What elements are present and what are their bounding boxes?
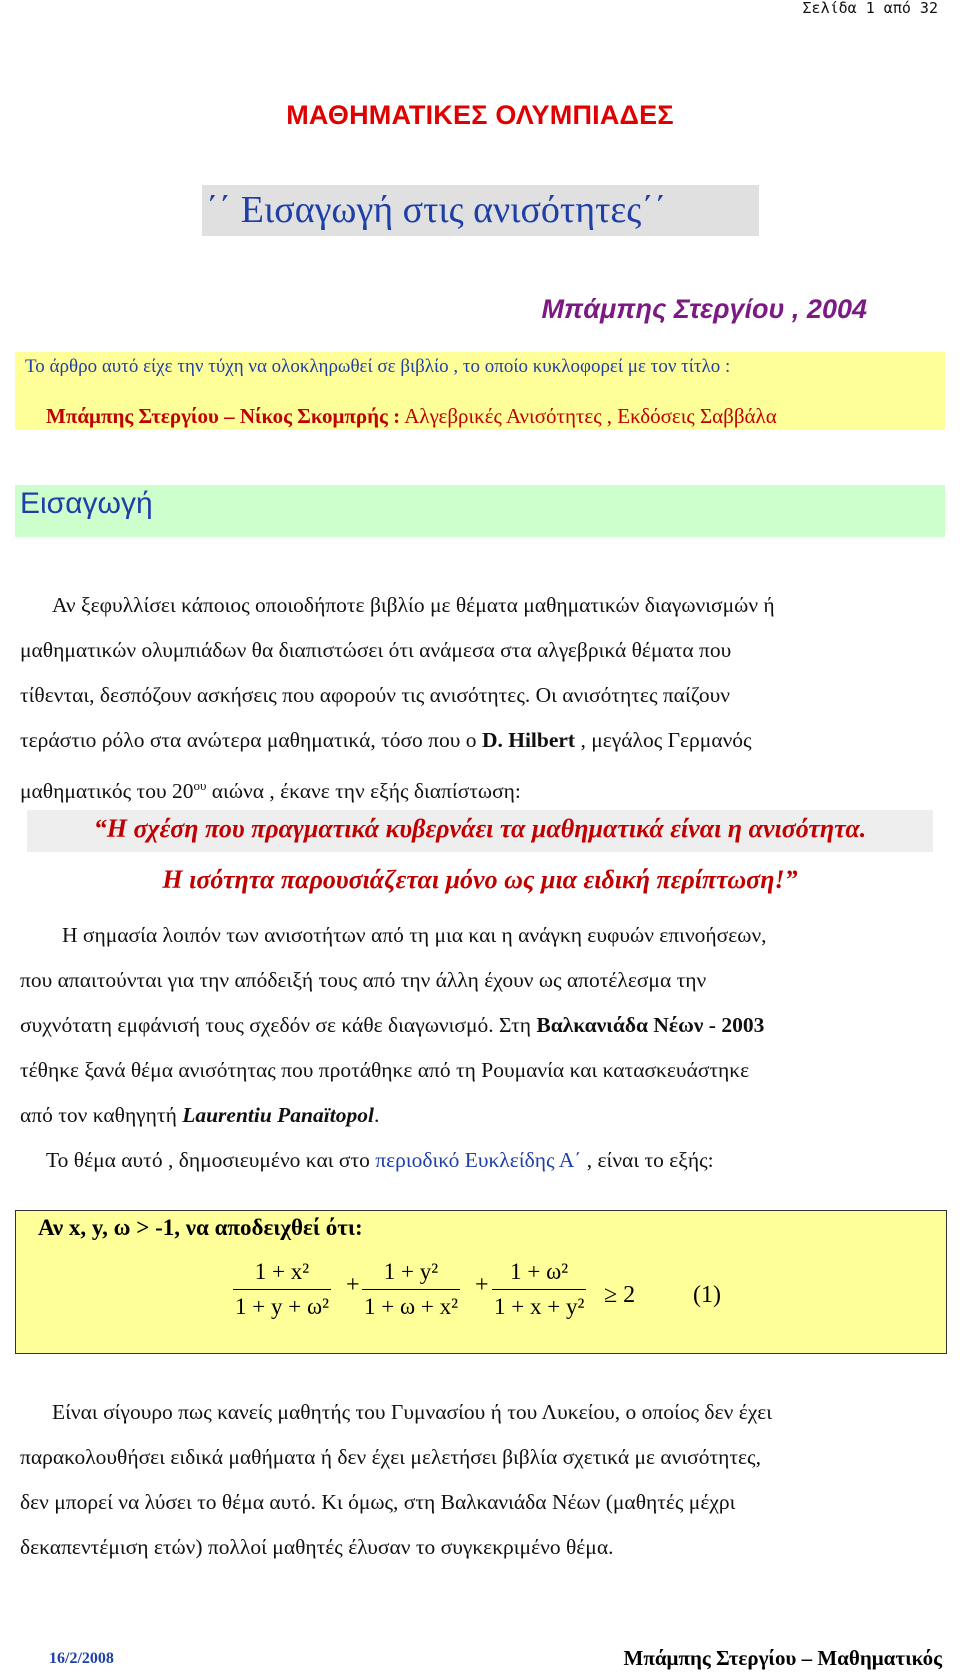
fraction-3 xyxy=(492,1259,586,1320)
equation-label: (1) xyxy=(693,1282,721,1308)
text-line: που απαιτούνται για την απόδειξή τους από την άλλη έχουν ως αποτέλεσμα την xyxy=(20,968,707,992)
denominator: 1 + y + ω² xyxy=(233,1289,331,1320)
text-line: μαθηματικός του $20^{o\upsilon}$ αιώνα , έκανε την εξής διαπίστωση: xyxy=(20,778,521,804)
text-line: συχνότατη εμφάνισή τους σχεδόν σε κάθε διαγωνισμό. Στη Βαλκανιάδα Νέων - 2003 xyxy=(20,1013,765,1037)
professor-name: Laurentiu Panaïtopol xyxy=(182,1103,374,1127)
text-line: Η σημασία λοιπόν των ανισοτήτων από τη μια και η ανάγκη ευφυών επινοήσεων, xyxy=(62,923,767,947)
text-line: τέθηκε ξανά θέμα ανισότητας που προτάθηκε από τη Ρουμανία και κατασκευάστηκε xyxy=(20,1058,750,1082)
text-line: παρακολουθήσει ειδικά μαθήματα ή δεν έχει μελετήσει βιβλία σχετικά με ανισότητες, xyxy=(20,1445,761,1469)
note-line: Το άρθρο αυτό είχε την τύχη να ολοκληρωθεί σε βιβλίο , το οποίο κυκλοφορεί με τον τίτλο : xyxy=(25,356,731,377)
second-paragraph xyxy=(20,913,940,1138)
competition-name: Βαλκανιάδα Νέων - 2003 xyxy=(536,1013,765,1037)
text-line: τίθενται, δεσπόζουν ασκήσεις που αφορούν τις ανισότητες. Οι ανισότητες παίζουν xyxy=(20,683,730,707)
main-title: ΜΑΘΗΜΑΤΙΚΕΣ ΟΛΥΜΠΙΑΔΕΣ xyxy=(286,100,674,130)
numerator: 1 + ω² xyxy=(510,1259,569,1284)
fourth-paragraph xyxy=(20,1390,940,1570)
intro-paragraph xyxy=(20,583,940,814)
page-number: Σελίδα 1 από 32 xyxy=(802,0,938,17)
book-authors: Μπάμπης Στεργίου – Νίκος Σκομπρής : xyxy=(46,404,401,428)
inequality: ≥ 2 xyxy=(604,1282,636,1308)
plus-sign: + xyxy=(475,1272,489,1298)
denominator: 1 + x + y² xyxy=(492,1289,586,1320)
fraction-1 xyxy=(233,1259,331,1320)
section-bar xyxy=(15,485,945,537)
fraction-2 xyxy=(362,1259,460,1320)
text-line: Είναι σίγουρο πως κανείς μαθητής του Γυμνασίου ή του Λυκείου, ο οποίος δεν έχει xyxy=(52,1400,773,1424)
third-paragraph xyxy=(20,1138,940,1183)
text-line: δεν μπορεί να λύσει το θέμα αυτό. Κι όμως, στη Βαλκανιάδα Νέων (μαθητές μέχρι xyxy=(20,1490,736,1514)
text-line: δεκαπεντέμιση ετών) πολλοί μαθητές έλυσαν το συγκεκριμένο θέμα. xyxy=(20,1535,614,1559)
text-line: από τον καθηγητή Laurentiu Panaïtopol. xyxy=(20,1103,380,1127)
journal-reference: περιοδικό Ευκλείδης Α΄ xyxy=(375,1148,582,1172)
section-title: Εισαγωγή xyxy=(20,487,153,520)
footer-date: 16/2/2008 xyxy=(49,1650,114,1667)
subtitle: ΄΄ Εισαγωγή στις ανισότητες΄΄ xyxy=(206,189,667,231)
book-reference xyxy=(46,404,777,429)
quote-line: Η ισότητα παρουσιάζεται μόνο ως μια ειδική περίπτωση!” xyxy=(162,865,798,894)
footer-author: Μπάμπης Στεργίου – Μαθηματικός xyxy=(623,1646,942,1670)
quote-line: “Η σχέση που πραγματικά κυβερνάει τα μαθηματικά είναι η ανισότητα. xyxy=(93,814,867,843)
numerator: 1 + x² xyxy=(254,1259,310,1284)
text-line: τεράστιο ρόλο στα ανώτερα μαθηματικά, τόσο που ο D. Hilbert , μεγάλος Γερμανός xyxy=(20,728,752,752)
numerator: 1 + y² xyxy=(383,1259,439,1284)
text-line: Αν ξεφυλλίσει κάποιος οποιοδήποτε βιβλίο με θέματα μαθηματικών διαγωνισμών ή xyxy=(52,593,775,617)
book-title-publisher: Αλγεβρικές Ανισότητες , Εκδόσεις Σαββάλα xyxy=(400,404,777,428)
text-line: Το θέμα αυτό , δημοσιευμένο και στο περιοδικό Ευκλείδης Α΄ , είναι το εξής: xyxy=(46,1148,714,1172)
text-line: μαθηματικών ολυμπιάδων θα διαπιστώσει ότι ανάμεσα στα αλγεβρικά θέματα που xyxy=(20,638,732,662)
plus-sign: + xyxy=(346,1272,360,1298)
problem-statement: Αν x, y, ω > -1, να αποδειχθεί ότι: xyxy=(38,1215,363,1240)
denominator: 1 + ω + x² xyxy=(362,1289,460,1320)
author-year: Μπάμπης Στεργίου , 2004 xyxy=(541,294,867,324)
hilbert-name: D. Hilbert xyxy=(481,728,576,752)
